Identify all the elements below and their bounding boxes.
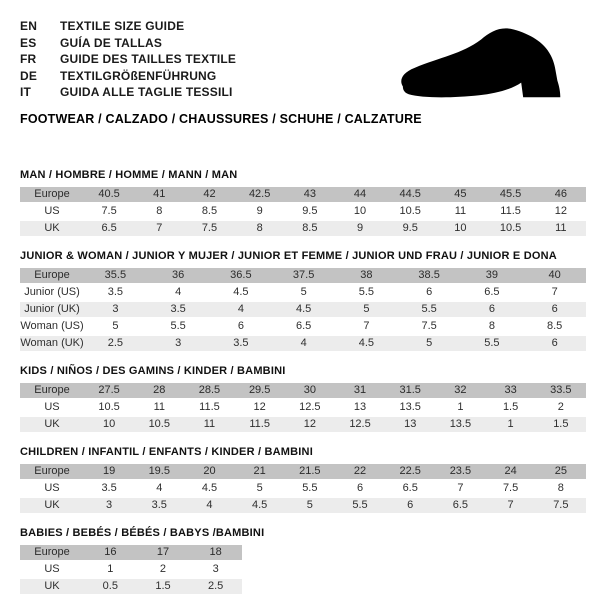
row-label: Woman (US)	[20, 319, 84, 336]
size-cell: 44.5	[385, 187, 435, 204]
language-code: EN	[20, 19, 38, 33]
size-cell: 3.5	[147, 302, 210, 319]
size-cell: 4	[272, 336, 335, 353]
size-cell: 2.5	[84, 336, 147, 353]
size-cell: 10.5	[84, 400, 134, 417]
size-cell: 5.5	[147, 319, 210, 336]
size-cell: 22.5	[385, 464, 435, 481]
size-cell: 4.5	[272, 302, 335, 319]
size-cell: 10	[335, 204, 385, 221]
size-cell: 0.5	[84, 579, 137, 596]
size-cell: 6	[385, 498, 435, 515]
size-cell: 6	[210, 319, 273, 336]
size-cell: 10	[84, 417, 134, 434]
language-code: FR	[20, 52, 37, 66]
row-label: Europe	[20, 187, 84, 204]
size-cell: 13.5	[385, 400, 435, 417]
size-cell: 5.5	[285, 481, 335, 498]
row-label: US	[20, 204, 84, 221]
size-cell: 13.5	[435, 417, 485, 434]
size-cell: 38.5	[398, 268, 461, 285]
size-cell: 13	[385, 417, 435, 434]
size-cell: 32	[435, 383, 485, 400]
size-cell: 45.5	[486, 187, 536, 204]
size-cell: 30	[285, 383, 335, 400]
category-heading: FOOTWEAR / CALZADO / CHAUSSURES / SCHUHE / CALZATURE	[20, 111, 422, 126]
size-cell: 27.5	[84, 383, 134, 400]
size-cell: 40.5	[84, 187, 134, 204]
size-cell: 8	[536, 481, 586, 498]
size-cell: 6.5	[385, 481, 435, 498]
row-label: US	[20, 481, 84, 498]
size-cell: 1	[435, 400, 485, 417]
size-cell: 17	[137, 545, 190, 562]
table-title: BABIES / BEBÉS / BÉBÉS / BABYS /BAMBINI	[20, 526, 265, 539]
size-cell: 5	[84, 319, 147, 336]
size-cell: 11	[536, 221, 586, 238]
language-code: DE	[20, 68, 38, 83]
size-cell: 23.5	[435, 464, 485, 481]
size-table-section	[20, 446, 586, 515]
size-cell: 7	[335, 319, 398, 336]
size-cell: 11	[184, 417, 234, 434]
size-cell: 36	[147, 268, 210, 285]
size-cell: 11.5	[235, 417, 285, 434]
size-cell: 4	[147, 285, 210, 302]
table-row	[20, 417, 586, 434]
size-cell: 6	[335, 481, 385, 498]
size-cell: 6.5	[272, 319, 335, 336]
size-cell: 2	[137, 562, 190, 579]
row-label: Europe	[20, 545, 84, 562]
size-cell: 37.5	[272, 268, 335, 285]
size-cell: 8	[461, 319, 524, 336]
row-label: Europe	[20, 383, 84, 400]
table-row	[20, 579, 242, 596]
size-cell: 9	[235, 204, 285, 221]
size-cell: 33.5	[536, 383, 586, 400]
size-cell: 10	[435, 221, 485, 238]
size-cell: 18	[189, 545, 242, 562]
size-cell: 1	[486, 417, 536, 434]
size-cell: 44	[335, 187, 385, 204]
table-title: JUNIOR & WOMAN / JUNIOR Y MUJER / JUNIOR ET FEMME / JUNIOR UND FRAU / JUNIOR E DONA	[20, 249, 557, 262]
size-cell: 11	[134, 400, 184, 417]
row-label: Junior (UK)	[20, 302, 84, 319]
size-cell: 36.5	[210, 268, 273, 285]
size-cell: 29.5	[235, 383, 285, 400]
size-cell: 7	[523, 285, 586, 302]
size-cell: 3.5	[84, 481, 134, 498]
language-label: GUIDE DES TAILLES TEXTILE	[60, 52, 237, 66]
size-cell: 43	[285, 187, 335, 204]
row-label: UK	[20, 498, 84, 515]
table-title: KIDS / NIÑOS / DES GAMINS / KINDER / BAMBINI	[20, 364, 286, 377]
size-cell: 6.5	[461, 285, 524, 302]
size-table-section	[20, 527, 586, 596]
size-cell: 4.5	[210, 285, 273, 302]
size-cell: 6	[523, 336, 586, 353]
size-cell: 6	[461, 302, 524, 319]
size-cell: 19	[84, 464, 134, 481]
size-cell: 2	[536, 400, 586, 417]
size-cell: 10.5	[385, 204, 435, 221]
size-cell: 12	[235, 400, 285, 417]
language-label: TEXTILGRÖßENFÜHRUNG	[60, 68, 217, 83]
size-cell: 22	[335, 464, 385, 481]
language-code: ES	[20, 35, 37, 50]
size-cell: 6	[523, 302, 586, 319]
size-cell: 8	[134, 204, 184, 221]
size-tables	[20, 169, 586, 596]
size-cell: 5	[285, 498, 335, 515]
size-cell: 7.5	[486, 481, 536, 498]
size-cell: 8.5	[523, 319, 586, 336]
size-cell: 31.5	[385, 383, 435, 400]
size-cell: 5.5	[398, 302, 461, 319]
size-cell: 5	[235, 481, 285, 498]
size-cell: 7.5	[536, 498, 586, 515]
row-label: Europe	[20, 268, 84, 285]
language-label: GUIDA ALLE TAGLIE TESSILI	[60, 85, 233, 99]
size-cell: 20	[184, 464, 234, 481]
size-cell: 11.5	[486, 204, 536, 221]
size-cell: 19.5	[134, 464, 184, 481]
size-cell: 1.5	[536, 417, 586, 434]
size-cell: 6.5	[84, 221, 134, 238]
size-cell: 16	[84, 545, 137, 562]
size-cell: 8.5	[285, 221, 335, 238]
size-cell: 7	[486, 498, 536, 515]
size-table	[20, 383, 586, 434]
size-cell: 3	[84, 498, 134, 515]
size-cell: 7.5	[398, 319, 461, 336]
row-label: UK	[20, 417, 84, 434]
row-label: US	[20, 562, 84, 579]
size-cell: 24	[486, 464, 536, 481]
table-title: CHILDREN / INFANTIL / ENFANTS / KINDER / BAMBINI	[20, 445, 313, 458]
size-cell: 5.5	[461, 336, 524, 353]
size-cell: 3.5	[134, 498, 184, 515]
size-cell: 3	[147, 336, 210, 353]
size-table-section	[20, 169, 586, 238]
size-cell: 12.5	[285, 400, 335, 417]
size-cell: 31	[335, 383, 385, 400]
table-row	[20, 336, 586, 353]
size-cell: 38	[335, 268, 398, 285]
size-cell: 7.5	[184, 221, 234, 238]
size-cell: 7	[134, 221, 184, 238]
size-cell: 11	[435, 204, 485, 221]
size-cell: 28.5	[184, 383, 234, 400]
row-label: UK	[20, 221, 84, 238]
page-header	[20, 18, 586, 127]
table-header-row	[20, 464, 586, 481]
size-cell: 11.5	[184, 400, 234, 417]
size-cell: 3.5	[210, 336, 273, 353]
size-cell: 40	[523, 268, 586, 285]
size-cell: 8.5	[184, 204, 234, 221]
size-cell: 4.5	[235, 498, 285, 515]
size-cell: 1.5	[137, 579, 190, 596]
size-cell: 4	[184, 498, 234, 515]
size-cell: 2.5	[189, 579, 242, 596]
row-label: Junior (US)	[20, 285, 84, 302]
size-cell: 9.5	[285, 204, 335, 221]
size-cell: 5.5	[335, 498, 385, 515]
table-row	[20, 562, 242, 579]
size-cell: 46	[536, 187, 586, 204]
table-row	[20, 285, 586, 302]
table-header-row	[20, 383, 586, 400]
table-row	[20, 498, 586, 515]
size-cell: 1.5	[486, 400, 536, 417]
size-cell: 41	[134, 187, 184, 204]
size-cell: 12	[536, 204, 586, 221]
size-cell: 5	[398, 336, 461, 353]
size-table-section	[20, 365, 586, 434]
size-cell: 35.5	[84, 268, 147, 285]
size-table	[20, 187, 586, 238]
size-cell: 10.5	[486, 221, 536, 238]
size-cell: 13	[335, 400, 385, 417]
size-cell: 33	[486, 383, 536, 400]
size-cell: 8	[235, 221, 285, 238]
size-cell: 39	[461, 268, 524, 285]
size-cell: 21.5	[285, 464, 335, 481]
size-cell: 4.5	[335, 336, 398, 353]
size-cell: 5	[272, 285, 335, 302]
table-header-row	[20, 268, 586, 285]
table-header-row	[20, 187, 586, 204]
size-cell: 21	[235, 464, 285, 481]
size-cell: 4.5	[184, 481, 234, 498]
size-cell: 5.5	[335, 285, 398, 302]
table-title: MAN / HOMBRE / HOMME / MANN / MAN	[20, 168, 238, 181]
size-cell: 5	[335, 302, 398, 319]
size-cell: 10.5	[134, 417, 184, 434]
dress-shoe-icon	[392, 20, 580, 108]
size-cell: 12	[285, 417, 335, 434]
table-row	[20, 302, 586, 319]
size-table-section	[20, 250, 586, 353]
size-cell: 9.5	[385, 221, 435, 238]
size-cell: 3.5	[84, 285, 147, 302]
row-label: Woman (UK)	[20, 336, 84, 353]
table-row	[20, 319, 586, 336]
language-code: IT	[20, 85, 32, 99]
size-table	[20, 464, 586, 515]
language-label: GUÍA DE TALLAS	[60, 35, 163, 50]
size-cell: 3	[189, 562, 242, 579]
size-table	[20, 268, 586, 353]
table-row	[20, 481, 586, 498]
table-row	[20, 221, 586, 238]
size-cell: 28	[134, 383, 184, 400]
size-cell: 7	[435, 481, 485, 498]
size-cell: 1	[84, 562, 137, 579]
size-cell: 4	[210, 302, 273, 319]
table-row	[20, 204, 586, 221]
row-label: Europe	[20, 464, 84, 481]
size-table	[20, 545, 242, 596]
size-cell: 4	[134, 481, 184, 498]
row-label: UK	[20, 579, 84, 596]
size-cell: 42	[184, 187, 234, 204]
size-cell: 45	[435, 187, 485, 204]
size-cell: 12.5	[335, 417, 385, 434]
language-label: TEXTILE SIZE GUIDE	[60, 19, 185, 33]
row-label: US	[20, 400, 84, 417]
size-cell: 42.5	[235, 187, 285, 204]
size-cell: 6.5	[435, 498, 485, 515]
size-cell: 3	[84, 302, 147, 319]
size-cell: 6	[398, 285, 461, 302]
table-row	[20, 400, 586, 417]
size-cell: 9	[335, 221, 385, 238]
table-header-row	[20, 545, 242, 562]
size-cell: 25	[536, 464, 586, 481]
size-cell: 7.5	[84, 204, 134, 221]
